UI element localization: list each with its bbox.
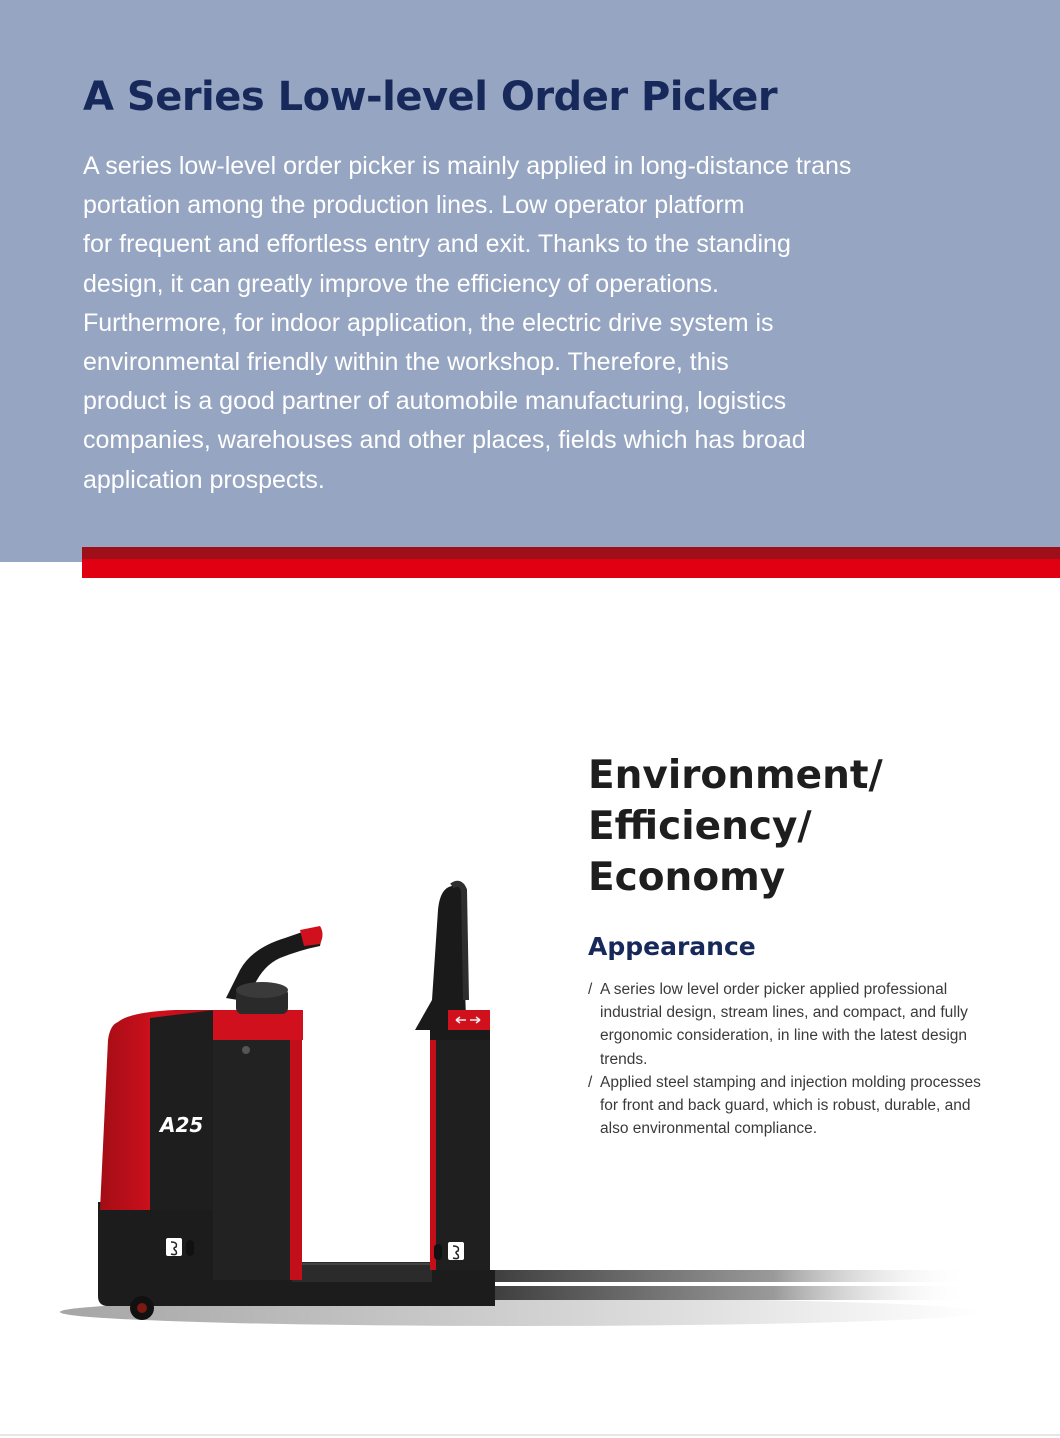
intro-paragraph <box>83 147 863 500</box>
truck-side-panel <box>150 1010 215 1210</box>
intro-line: for frequent and effortless entry and exit. Thanks to the standing <box>83 230 791 259</box>
list-item-line: A series low level order picker applied professional <box>600 981 948 998</box>
list-item <box>588 1071 988 1141</box>
page-bottom-rule <box>0 1434 1060 1436</box>
intro-line: Furthermore, for indoor application, the electric drive system is <box>83 308 774 337</box>
list-item-line: Applied steel stamping and injection molding processes <box>600 1073 981 1091</box>
list-item-line: trends. <box>600 1050 648 1068</box>
feature-heading-line: Efficiency/ <box>588 804 812 849</box>
list-item-line: industrial design, stream lines, and compact, and fully <box>600 1004 968 1022</box>
list-item-line: ergonomic consideration, in line with the latest design <box>600 1027 968 1045</box>
lifting-hook-icon <box>166 1238 182 1256</box>
accent-band-dark <box>82 547 1060 559</box>
intro-line: A series low-level order picker is mainly applied in long-distance trans <box>83 152 852 180</box>
intro-line: companies, warehouses and other places, fields which has broad <box>83 426 806 455</box>
intro-line: product is a good partner of automobile manufacturing, logistics <box>83 387 787 416</box>
list-item-line: also environmental compliance. <box>600 1120 818 1138</box>
feature-heading <box>588 750 883 903</box>
bullet-marker: / <box>588 1073 593 1091</box>
intro-line: design, it can greatly improve the efficiency of operations. <box>83 269 719 298</box>
model-badge: A25 <box>160 1113 204 1137</box>
lifting-hook-icon <box>448 1242 464 1260</box>
truck-top-red <box>213 1010 303 1040</box>
bullet-marker: / <box>588 981 593 998</box>
appearance-list <box>588 978 988 1140</box>
truck-fork-lower <box>480 1286 970 1300</box>
feature-heading-line: Environment/ <box>588 753 883 798</box>
truck-fork-upper <box>480 1270 970 1282</box>
hero-section <box>0 0 1060 562</box>
feature-heading-line: Economy <box>588 855 786 900</box>
page-title: A Series Low-level Order Picker <box>83 74 778 120</box>
intro-line: application prospects. <box>83 465 325 494</box>
intro-line: environmental friendly within the workshop. Therefore, this <box>83 348 729 377</box>
list-item-line: for front and back guard, which is robust, durable, and <box>600 1097 971 1115</box>
truck-compartment <box>213 1040 295 1280</box>
appearance-title: Appearance <box>588 932 756 961</box>
accent-band-red <box>82 559 1060 578</box>
list-item <box>588 978 988 1071</box>
intro-line: portation among the production lines. Low operator platform <box>83 191 745 220</box>
